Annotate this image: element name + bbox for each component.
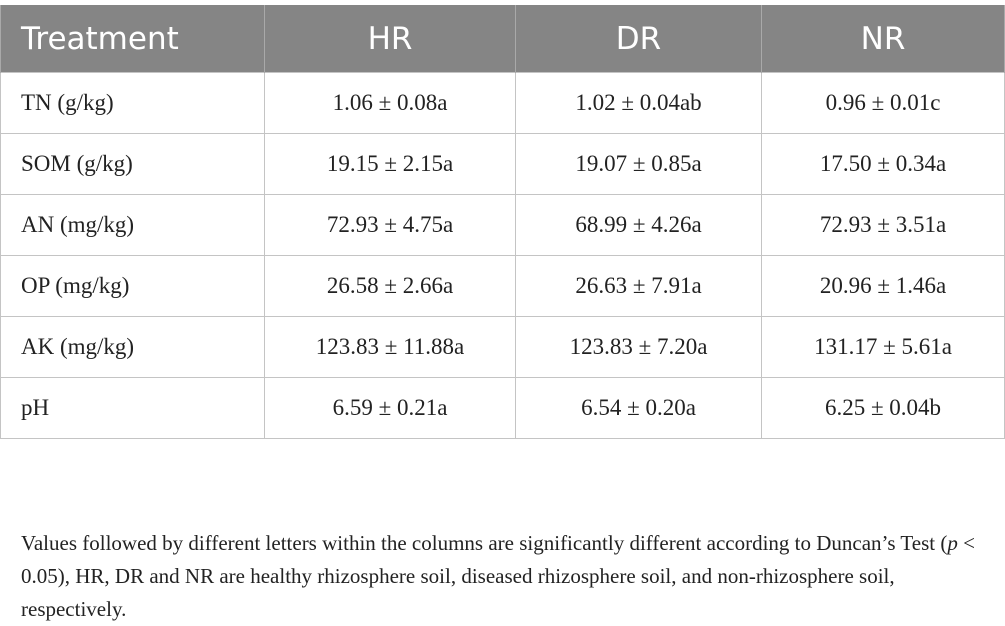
table-row xyxy=(1,195,1005,256)
cell-nr: 0.96 ± 0.01c xyxy=(762,73,1005,134)
soil-properties-table xyxy=(0,5,1005,439)
header-hr: HR xyxy=(265,5,516,73)
table-header-row xyxy=(1,5,1005,73)
row-label: OP (mg/kg) xyxy=(1,256,265,317)
cell-hr: 19.15 ± 2.15a xyxy=(265,134,516,195)
row-label: TN (g/kg) xyxy=(1,73,265,134)
row-label: AK (mg/kg) xyxy=(1,317,265,378)
row-label: pH xyxy=(1,378,265,439)
table-row xyxy=(1,73,1005,134)
cell-nr: 131.17 ± 5.61a xyxy=(762,317,1005,378)
header-treatment: Treatment xyxy=(1,5,265,73)
table-row xyxy=(1,317,1005,378)
header-nr: NR xyxy=(762,5,1005,73)
table-row xyxy=(1,134,1005,195)
footnote-text-end: < 0.05), HR, DR and NR are healthy rhizosphere soil, diseased rhizosphere soil, and non-rhizosphere soil, respectively. xyxy=(21,531,975,621)
cell-nr: 17.50 ± 0.34a xyxy=(762,134,1005,195)
cell-hr: 123.83 ± 11.88a xyxy=(265,317,516,378)
row-label: SOM (g/kg) xyxy=(1,134,265,195)
cell-dr: 19.07 ± 0.85a xyxy=(516,134,762,195)
cell-dr: 26.63 ± 7.91a xyxy=(516,256,762,317)
cell-dr: 123.83 ± 7.20a xyxy=(516,317,762,378)
cell-hr: 1.06 ± 0.08a xyxy=(265,73,516,134)
header-dr: DR xyxy=(516,5,762,73)
cell-hr: 6.59 ± 0.21a xyxy=(265,378,516,439)
cell-dr: 1.02 ± 0.04ab xyxy=(516,73,762,134)
cell-dr: 68.99 ± 4.26a xyxy=(516,195,762,256)
cell-nr: 6.25 ± 0.04b xyxy=(762,378,1005,439)
table-row xyxy=(1,256,1005,317)
footnote-text-start: Values followed by different letters within the columns are significantly different according to Duncan’s Test ( xyxy=(21,531,948,555)
footnote-p-symbol: p xyxy=(947,531,958,555)
cell-nr: 20.96 ± 1.46a xyxy=(762,256,1005,317)
cell-hr: 26.58 ± 2.66a xyxy=(265,256,516,317)
table-footnote xyxy=(21,527,1005,626)
cell-nr: 72.93 ± 3.51a xyxy=(762,195,1005,256)
cell-hr: 72.93 ± 4.75a xyxy=(265,195,516,256)
row-label: AN (mg/kg) xyxy=(1,195,265,256)
cell-dr: 6.54 ± 0.20a xyxy=(516,378,762,439)
table-row xyxy=(1,378,1005,439)
